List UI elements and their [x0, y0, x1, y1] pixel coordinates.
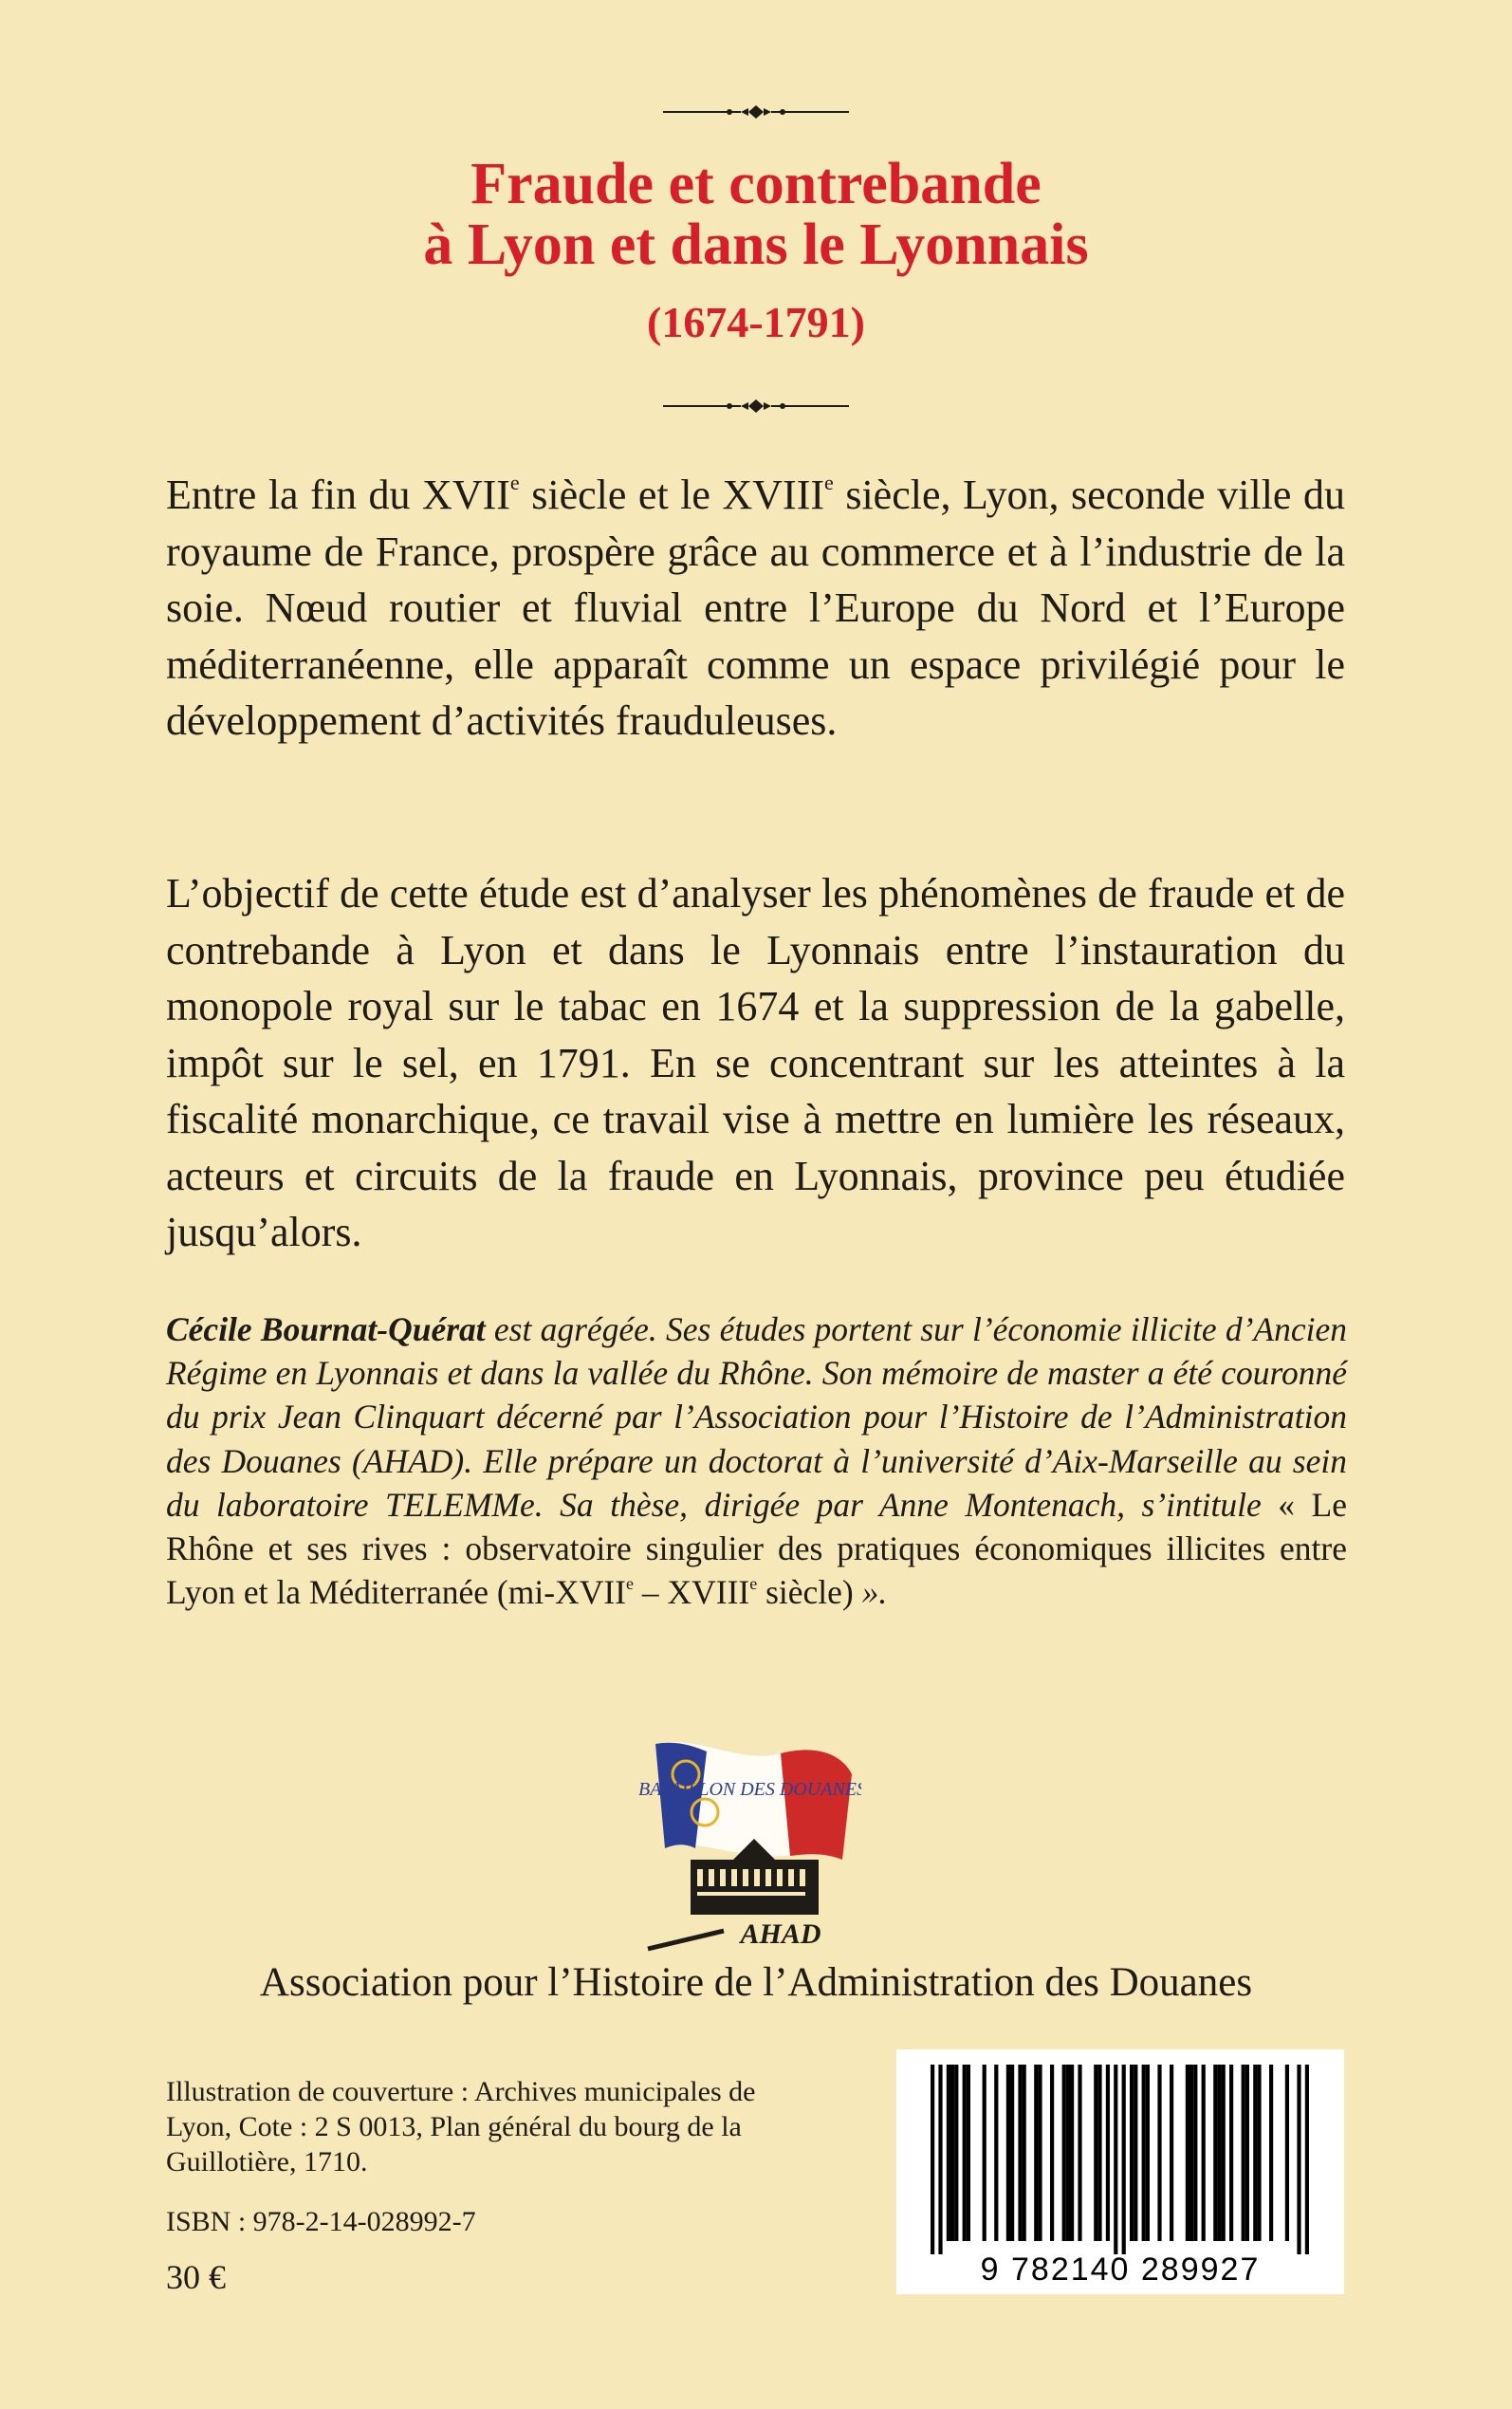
barcode-bar	[1038, 2065, 1042, 2241]
thesis-text-c: siècle)	[757, 1573, 862, 1612]
barcode-bar	[1146, 2065, 1150, 2241]
thesis-text-b: – XVIII	[633, 1573, 750, 1612]
logo-banner-text: BATAILLON DES DOUANES	[638, 1779, 861, 1800]
barcode-bar	[947, 2065, 950, 2241]
barcode-bar	[1130, 2065, 1134, 2241]
barcode-bar	[1253, 2065, 1257, 2241]
barcode-bar	[1097, 2065, 1101, 2241]
barcode-bar	[1078, 2065, 1081, 2241]
barcode-bar	[931, 2065, 934, 2254]
barcode-bar	[1034, 2065, 1038, 2241]
bottom-ornament	[661, 397, 851, 416]
summary-paragraph-1	[166, 467, 1345, 750]
top-ornament	[661, 102, 851, 121]
barcode-bar	[954, 2065, 958, 2241]
barcode-bar	[1186, 2065, 1189, 2241]
barcode-bars	[931, 2065, 1309, 2254]
association-name: Association pour l’Histoire de l’Administration des Douanes	[259, 1960, 1253, 2005]
summary-paragraph-2: L’objectif de cette étude est d’analyser les phénomènes de fraude et de contrebande à Lyon et dans le Lyonnais entre l’instauration du monopole royal sur le tabac en 1674 et la suppression de la gabelle, impôt sur le sel, en 1791. En se concentrant sur les atteintes à la fiscalité monarchique, ce travail vise à mettre en lumière les réseaux, acteurs et circuits de la fraude en Lyonnais, province peu étudiée jusqu’alors.	[166, 870, 1345, 1255]
barcode-bar	[1010, 2065, 1014, 2241]
cover-credit: Illustration de couverture : Archives municipales de Lyon, Cote : 2 S 0013, Plan général du bourg de la Guillotière, 1710.	[166, 2076, 756, 2177]
barcode-bar	[1018, 2065, 1022, 2241]
barcode-bar	[1297, 2065, 1300, 2254]
barcode-bar	[1170, 2065, 1173, 2241]
title-dates: (1674-1791)	[647, 298, 865, 346]
barcode-bar	[1269, 2065, 1273, 2241]
barcode-bar	[1142, 2065, 1146, 2241]
thesis-sup-b: e	[749, 1574, 758, 1594]
barcode-bar	[1062, 2065, 1066, 2241]
barcode-bar	[994, 2065, 998, 2241]
barcode-bar	[1257, 2065, 1261, 2241]
barcode-bar	[1006, 2065, 1010, 2241]
barcode-bar	[983, 2065, 986, 2241]
barcode-bar	[1193, 2065, 1197, 2241]
barcode-bar	[938, 2065, 942, 2254]
barcode-bar	[1189, 2065, 1193, 2241]
title-line-2: à Lyon et dans le Lyonnais	[423, 213, 1089, 277]
barcode-bar	[1222, 2065, 1226, 2241]
price: 30 €	[166, 2258, 226, 2296]
barcode-bar	[1285, 2065, 1289, 2241]
barcode-bar	[1066, 2065, 1070, 2241]
bio-text: est agrégée. Ses études portent sur l’économie illicite d’Ancien Régime en Lyonnais et dans la vallée du Rhône. Son mémoire de master a été couronné du prix Jean Clinquart décerné par l’Association pour l’Histoire de l’Administration des Douanes (AHAD). Elle prépare un doctorat à l’université d’Aix-Marseille au sein du laboratoire TELEMMe. Sa thèse, dirigée par Anne Montenach, s’intitule	[166, 1310, 1347, 1524]
barcode-bar	[1114, 2065, 1117, 2254]
barcode-bar	[1305, 2065, 1309, 2254]
barcode-bar	[1070, 2065, 1074, 2241]
para1-sup-b: e	[824, 471, 834, 494]
thesis-end: ».	[861, 1573, 888, 1612]
barcode-bar	[967, 2065, 970, 2241]
barcode-bar	[1157, 2065, 1161, 2241]
barcode-bar	[1094, 2065, 1097, 2241]
barcode-bar	[1213, 2065, 1217, 2241]
para1-text-a: Entre la fin du XVII	[166, 472, 510, 518]
barcode-bar	[1202, 2065, 1206, 2241]
barcode-bar	[963, 2065, 967, 2241]
barcode-bar	[1242, 2065, 1245, 2241]
barcode-bar	[1245, 2065, 1249, 2241]
author-name: Cécile Bournat-Quérat	[166, 1310, 486, 1348]
barcode-bar	[1134, 2065, 1137, 2241]
title-line-1: Fraude et contrebande	[470, 152, 1042, 216]
thesis-text-a: « Le Rhône et ses rives : observatoire singulier des pratiques économiques illicites entre Lyon et la Méditerranée (mi-XVII	[166, 1485, 1347, 1612]
barcode	[896, 2049, 1344, 2294]
barcode-digits: 9 782140 289927	[980, 2251, 1261, 2288]
author-bio	[166, 1307, 1347, 1614]
para1-text-c: siècle, Lyon, seconde ville du royaume de France, prospère grâce au commerce et à l’industrie de la soie. Nœud routier et fluvial entre l’Europe du Nord et l’Europe méditerranéenne, elle apparaît comme un espace privilégié pour le développement d’activités frauduleuses.	[166, 472, 1345, 744]
thesis-sup-a: e	[625, 1574, 634, 1594]
isbn: ISBN : 978-2-14-028992-7	[166, 2206, 476, 2237]
barcode-bar	[1050, 2065, 1054, 2241]
ahad-logo	[638, 1736, 861, 1955]
barcode-bar	[1023, 2065, 1026, 2241]
barcode-bar	[1122, 2065, 1126, 2254]
barcode-bar	[1217, 2065, 1221, 2241]
para1-text-b: siècle et le XVIII	[519, 472, 825, 518]
barcode-bar	[1106, 2065, 1110, 2241]
barcode-bar	[1229, 2065, 1233, 2241]
logo-monogram: AHAD	[740, 1918, 821, 1950]
para1-sup-a: e	[509, 471, 520, 494]
barcode-bar	[950, 2065, 954, 2241]
